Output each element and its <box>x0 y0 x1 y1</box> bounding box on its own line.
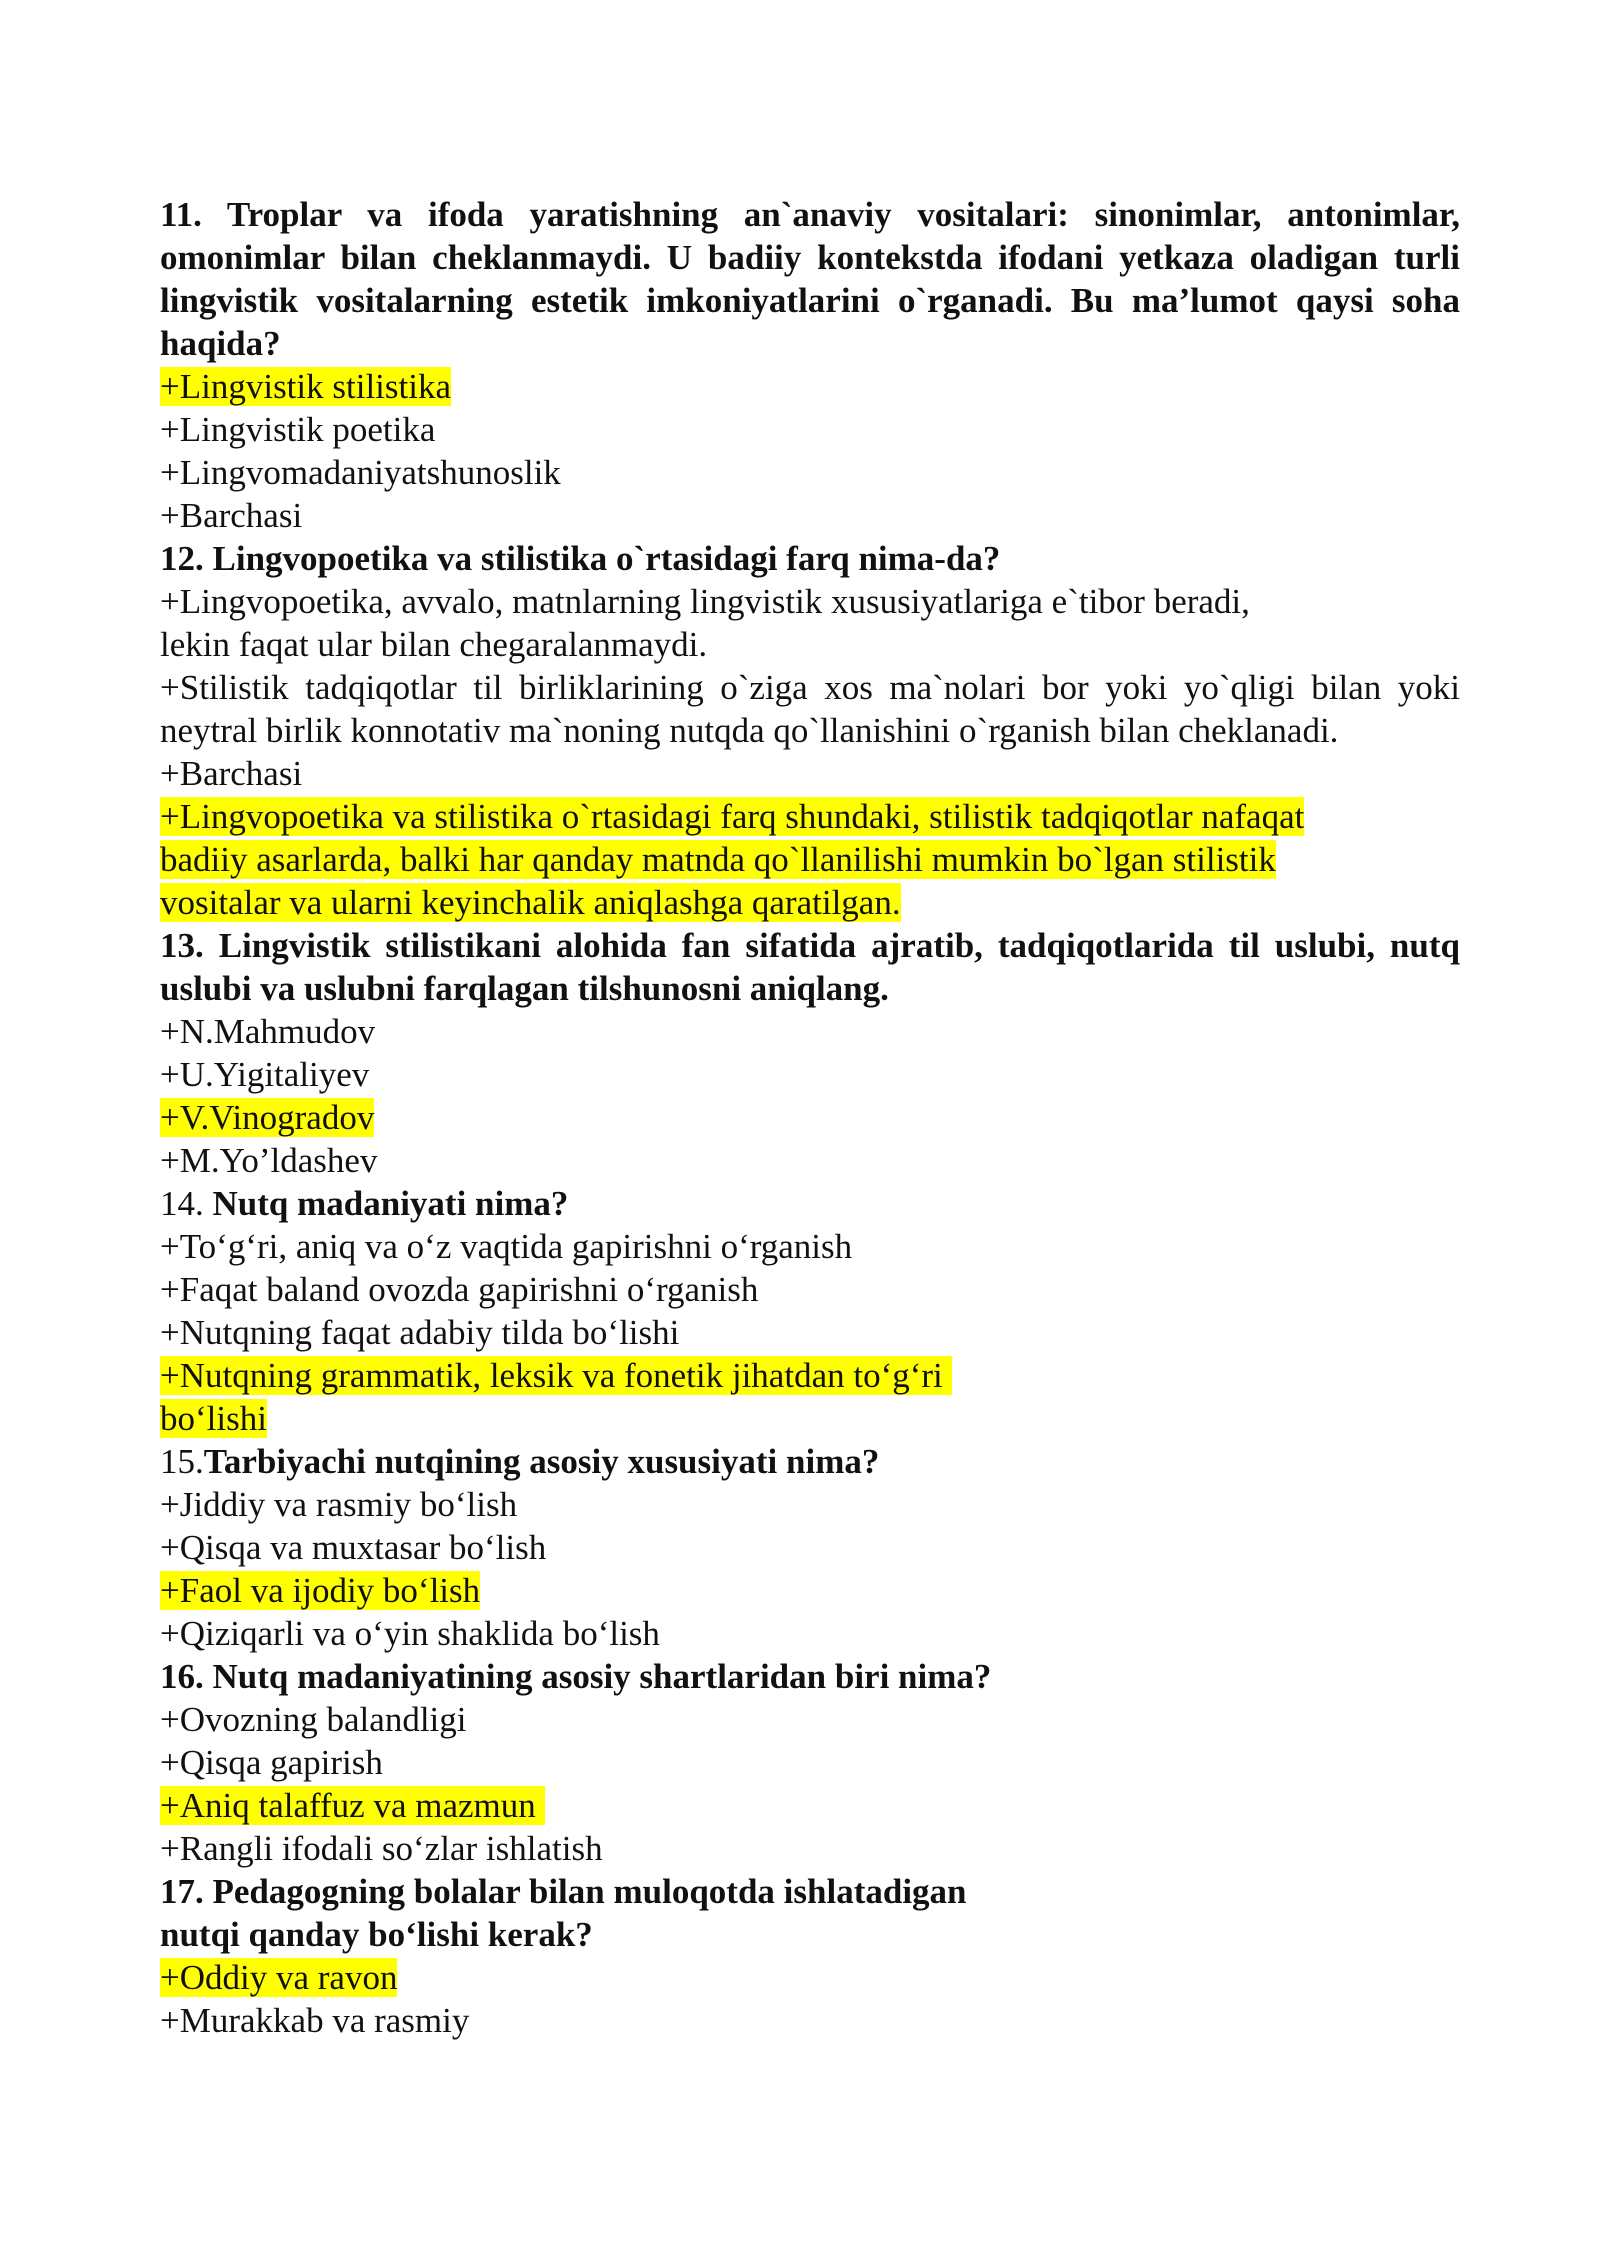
question-12 <box>160 537 1460 580</box>
answer-option <box>160 1956 1460 1999</box>
question-text: Pedagogning bolalar bilan muloqotda ishlatadigan <box>212 1872 967 1911</box>
question-text: Troplar va ifoda yaratishning an`anaviy vositalari: sinonimlar, antonimlar, omonimlar bilan cheklanmaydi. U badiiy kontekstda ifodani yetkaza oladigan turli lingvistik vositalarning estetik imkoniyatlarini o`rganadi. Bu ma’lumot qaysi soha haqida? <box>160 195 1460 363</box>
correct-answer-highlight: +V.Vinogradov <box>160 1098 375 1137</box>
answer-option: +Qiziqarli va o‘yin shaklida bo‘lish <box>160 1614 660 1653</box>
answer-option: +Rangli ifodali so‘zlar ishlatish <box>160 1829 603 1868</box>
answer-option <box>160 1354 1460 1440</box>
answer-option: +To‘g‘ri, aniq va o‘z vaqtida gapirishni o‘rganish <box>160 1227 853 1266</box>
answer-line: lekin faqat ular bilan chegaralanmaydi. <box>160 625 708 664</box>
correct-answer-highlight: +Nutqning grammatik, leksik va fonetik jihatdan to‘g‘ri <box>160 1356 952 1395</box>
answer-option: +N.Mahmudov <box>160 1012 376 1051</box>
question-number: 13. <box>160 926 204 965</box>
question-line <box>160 1872 967 1911</box>
correct-answer-highlight: bo‘lishi <box>160 1399 267 1438</box>
answer-option: +Lingvistik poetika <box>160 410 436 449</box>
answer-option: +U.Yigitaliyev <box>160 1055 370 1094</box>
document-page <box>160 193 1460 2042</box>
question-text: Tarbiyachi nutqining asosiy xususiyati nima? <box>203 1442 880 1481</box>
correct-answer-highlight: +Lingvopoetika va stilistika o`rtasidagi farq shundaki, stilistik tadqiqotlar nafaqat <box>160 797 1305 836</box>
answer-option: +Qisqa gapirish <box>160 1743 383 1782</box>
question-14 <box>160 1182 1460 1225</box>
correct-answer-highlight: vositalar va ularni keyinchalik aniqlashga qaratilgan. <box>160 883 901 922</box>
correct-answer-highlight: +Lingvistik stilistika <box>160 367 452 406</box>
answer-option: +Lingvomadaniyatshunoslik <box>160 453 561 492</box>
answer-option: +Ovozning balandligi <box>160 1700 467 1739</box>
answer-option: +Jiddiy va rasmiy bo‘lish <box>160 1485 518 1524</box>
question-number: 17. <box>160 1872 204 1911</box>
question-text: Lingvistik stilistikani alohida fan sifatida ajratib, tadqiqotlarida til uslubi, nutq uslubi va uslubni farqlagan tilshunosni aniqlang. <box>160 926 1460 1008</box>
question-line: nutqi qanday bo‘lishi kerak? <box>160 1915 593 1954</box>
question-number: 15. <box>160 1442 204 1481</box>
question-13 <box>160 924 1460 1010</box>
question-number: 14. <box>160 1184 204 1223</box>
answer-option <box>160 1096 1460 1139</box>
answer-option <box>160 795 1460 924</box>
answer-option <box>160 1569 1460 1612</box>
answer-option: +M.Yo’ldashev <box>160 1141 378 1180</box>
answer-option <box>160 365 1460 408</box>
answer-option <box>160 580 1460 666</box>
answer-option: +Barchasi <box>160 496 303 535</box>
answer-option: +Faqat baland ovozda gapirishni o‘rganish <box>160 1270 759 1309</box>
correct-answer-highlight: +Oddiy va ravon <box>160 1958 398 1997</box>
question-15 <box>160 1440 1460 1483</box>
question-16 <box>160 1655 1460 1698</box>
correct-answer-highlight: +Aniq talaffuz va mazmun <box>160 1786 545 1825</box>
question-17 <box>160 1870 1460 1956</box>
answer-option: +Barchasi <box>160 754 303 793</box>
answer-option: +Nutqning faqat adabiy tilda bo‘lishi <box>160 1313 680 1352</box>
question-11 <box>160 193 1460 365</box>
answer-option: +Stilistik tadqiqotlar til birliklarining o`ziga xos ma`nolari bor yoki yo`qligi bilan yoki neytral birlik konnotativ ma`noning nutqda qo`llanishini o`rganish bilan cheklanadi. <box>160 668 1460 750</box>
question-number: 12. <box>160 539 204 578</box>
answer-option <box>160 1784 1460 1827</box>
question-text: Nutq madaniyati nima? <box>212 1184 569 1223</box>
answer-line: +Lingvopoetika, avvalo, matnlarning lingvistik xususiyatlariga e`tibor beradi, <box>160 582 1250 621</box>
question-text: Lingvopoetika va stilistika o`rtasidagi farq nima-da? <box>212 539 1001 578</box>
correct-answer-highlight: +Faol va ijodiy bo‘lish <box>160 1571 481 1610</box>
answer-option: +Murakkab va rasmiy <box>160 2001 470 2040</box>
correct-answer-highlight: badiiy asarlarda, balki har qanday matnda qo`llanilishi mumkin bo`lgan stilistik <box>160 840 1276 879</box>
question-number: 16. <box>160 1657 204 1696</box>
answer-option: +Qisqa va muxtasar bo‘lish <box>160 1528 547 1567</box>
question-text: Nutq madaniyatining asosiy shartlaridan biri nima? <box>212 1657 992 1696</box>
question-number: 11. <box>160 195 202 234</box>
